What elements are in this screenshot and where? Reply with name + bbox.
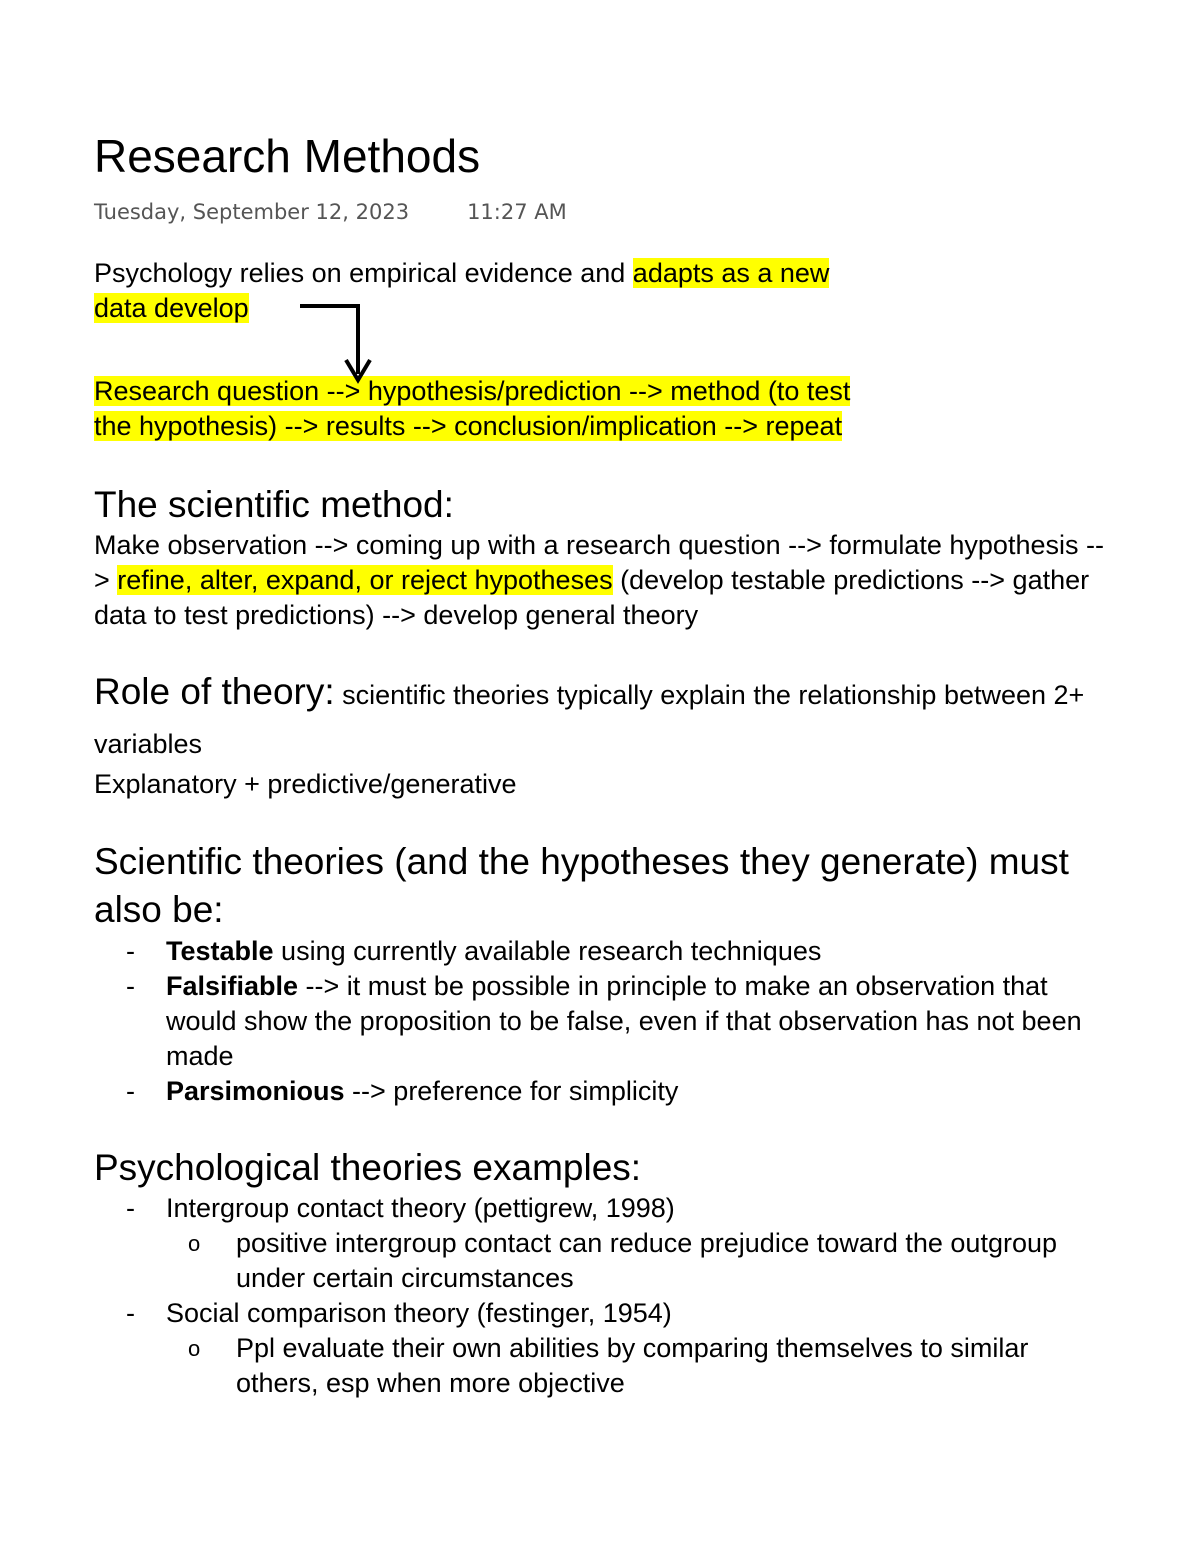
intro-highlight-1: adapts as a new	[632, 258, 830, 288]
list-item	[94, 934, 1104, 969]
note-date: Tuesday, September 12, 2023	[94, 200, 410, 224]
circle-bullet: o	[188, 1336, 201, 1361]
intro-highlight-2: data develop	[94, 293, 249, 323]
process-line-1: Research question --> hypothesis/prediction --> method (to test	[94, 376, 851, 406]
scientific-method-paragraph	[94, 528, 1104, 633]
list-item	[94, 1296, 1104, 1401]
list-item	[94, 969, 1104, 1074]
arrow-down-right-icon	[294, 296, 384, 396]
scientific-method-heading: The scientific method:	[94, 484, 454, 525]
list-item	[94, 1074, 1104, 1109]
example-label: Social comparison theory (festinger, 1954)	[166, 1298, 672, 1328]
role-of-theory-text: scientific theories typically explain the relationship between 2+ variables	[94, 680, 1085, 759]
list-item-text: --> preference for simplicity	[344, 1076, 679, 1106]
note-page	[94, 128, 1104, 1401]
scientific-method-highlight-2: hypotheses	[474, 565, 613, 595]
intro-paragraph	[94, 256, 1104, 326]
dash-bullet: -	[126, 936, 135, 966]
dash-bullet: -	[126, 1298, 135, 1328]
role-of-theory-heading: Role of theory:	[94, 671, 335, 712]
scientific-method-highlight-1: refine, alter, expand, or reject	[117, 565, 475, 595]
list-item-term: Parsimonious	[166, 1076, 345, 1106]
intro-text: Psychology relies on empirical evidence and	[94, 258, 633, 288]
list-item-term: Falsifiable	[166, 971, 299, 1001]
examples-heading: Psychological theories examples:	[94, 1147, 642, 1188]
note-timestamp	[94, 198, 1104, 226]
dash-bullet: -	[126, 971, 135, 1001]
list-item	[94, 1191, 1104, 1296]
list-item-text: using currently available research techniques	[273, 936, 822, 966]
dash-bullet: -	[126, 1193, 135, 1223]
theories-must-heading: Scientific theories (and the hypotheses they generate) must also be:	[94, 841, 1069, 930]
scientific-method-text-2: (develop testable predictions --> gather data to test predictions) --> develop general theory	[94, 565, 1090, 630]
page-title: Research Methods	[94, 130, 481, 182]
example-detail: positive intergroup contact can reduce prejudice toward the outgroup under certain circumstances	[236, 1228, 1058, 1293]
scientific-method-text-1: Make observation --> coming up with a research question --> formulate hypothesis -->	[94, 530, 1104, 595]
theories-must-list	[94, 934, 1104, 1109]
process-paragraph	[94, 374, 1104, 444]
circle-bullet: o	[188, 1231, 201, 1256]
examples-list	[94, 1191, 1104, 1401]
sub-list	[166, 1226, 1104, 1296]
sub-list-item	[166, 1226, 1104, 1296]
process-line-2: the hypothesis) --> results --> conclusion/implication --> repeat	[94, 411, 843, 441]
example-detail: Ppl evaluate their own abilities by comparing themselves to similar others, esp when more objective	[236, 1333, 1029, 1398]
sub-list	[166, 1331, 1104, 1401]
list-item-text: --> it must be possible in principle to make an observation that would show the proposition to be false, even if that observation has not been made	[166, 971, 1082, 1071]
dash-bullet: -	[126, 1076, 135, 1106]
sub-list-item	[166, 1331, 1104, 1401]
list-item-term: Testable	[166, 936, 274, 966]
role-of-theory-line-2: Explanatory + predictive/generative	[94, 769, 517, 799]
note-time: 11:27 AM	[467, 200, 567, 224]
role-of-theory-paragraph	[94, 669, 1104, 767]
example-label: Intergroup contact theory (pettigrew, 1998)	[166, 1193, 675, 1223]
